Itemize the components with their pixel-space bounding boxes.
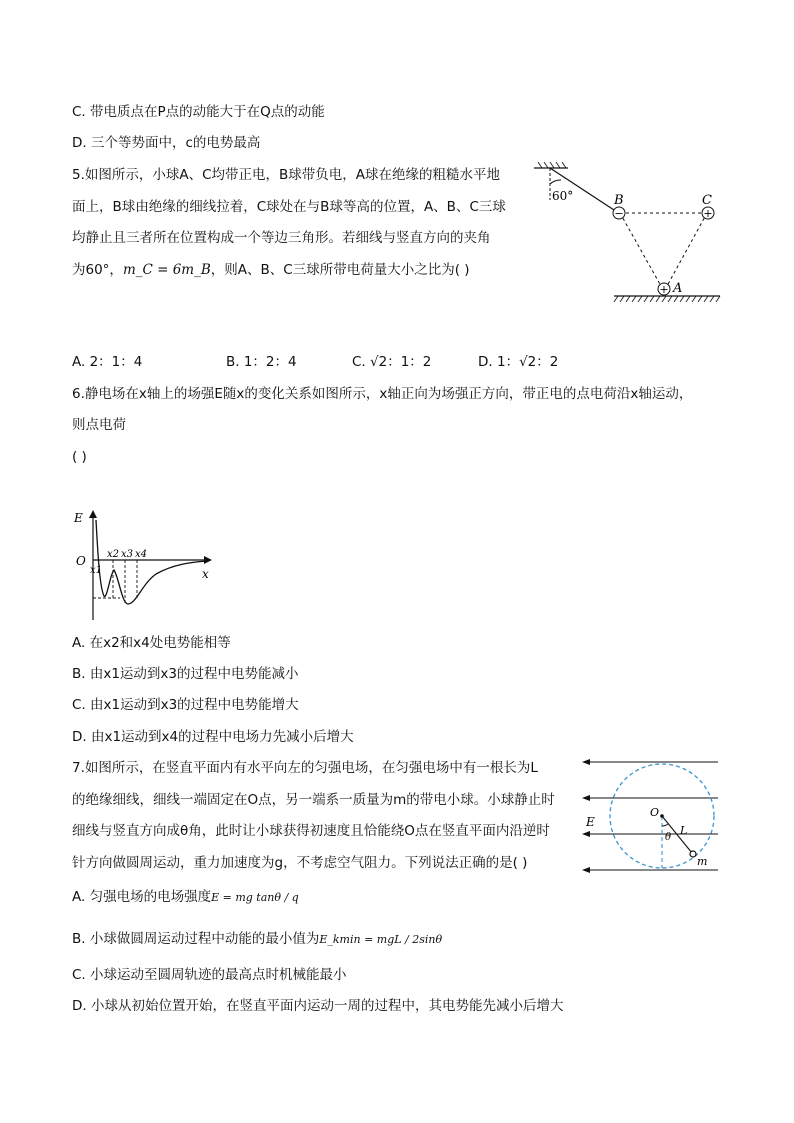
q6-option-a: A. 在x2和x4处电势能相等 <box>72 635 231 651</box>
q6-option-c: C. 由x1运动到x3的过程中电势能增大 <box>72 697 299 713</box>
q7-theta-label: θ <box>665 832 672 843</box>
q5-stem-line2: 面上，B球由绝缘的细线拉着，C球处在与B球等高的位置，A、B、C三球 <box>72 199 506 215</box>
q7-ball <box>690 851 696 857</box>
q7-stem-line2: 的绝缘细线，细线一端固定在O点，另一端系一质量为m的带电小球。小球静止时 <box>72 792 555 808</box>
q6-x1-label: x1 <box>90 565 103 576</box>
q7-mass-label: m <box>697 855 708 868</box>
q5-stem-line4-b: ，则A、B、C三球所带电荷量大小之比为( ) <box>210 262 470 278</box>
q5-label-a: A <box>673 281 683 296</box>
q5-option-a: A. 2：1：4 <box>72 354 143 370</box>
q5-stem-line4-a: 为60°， <box>72 262 123 278</box>
q7-stem-line1: 7.如图所示，在竖直平面内有水平向左的匀强电场，在匀强电场中有一根长为L <box>72 760 538 776</box>
q5-figure-triangle <box>528 160 728 310</box>
q7-option-d: D. 小球从初始位置开始，在竖直平面内运动一周的过程中，其电势能先减小后增大 <box>72 998 564 1014</box>
q7-option-b-text: B. 小球做圆周运动过程中动能的最小值为 <box>72 931 320 947</box>
q5-angle-label: 60° <box>552 189 574 203</box>
q6-x2-label: x2 <box>107 549 120 560</box>
q7-length-label: L <box>680 824 688 837</box>
q6-x3-label: x3 <box>121 549 134 560</box>
q4-option-d: D. 三个等势面中，c的电势最高 <box>72 135 261 151</box>
q4-option-c: C. 带电质点在P点的动能大于在Q点的动能 <box>72 104 325 120</box>
q7-option-b-formula: E_kmin = mgL / 2sinθ <box>319 933 443 946</box>
q5-option-b: B. 1：2：4 <box>226 354 297 370</box>
q6-option-d: D. 由x1运动到x4的过程中电场力先减小后增大 <box>72 729 354 745</box>
q6-axis-x-label: x <box>202 567 209 581</box>
q6-axis-e-label: E <box>74 511 83 525</box>
q7-figure-circle-field <box>580 756 724 878</box>
q5-option-c: C. √2：1：2 <box>352 354 432 370</box>
q5-ball-b-sign: − <box>614 207 624 220</box>
q6-origin-label: O <box>76 554 86 568</box>
q7-stem-line3: 细线与竖直方向成θ角，此时让小球获得初速度且恰能绕O点在竖直平面内沿逆时 <box>72 823 550 839</box>
q7-option-c: C. 小球运动至圆周轨迹的最高点时机械能最小 <box>72 967 347 983</box>
q5-ball-c-sign: + <box>703 207 713 220</box>
q7-option-a-text: A. 匀强电场的电场强度 <box>72 889 212 905</box>
q5-mass-formula: m_C = 6m_B <box>122 262 211 278</box>
q7-option-a-formula: E = mg tanθ / q <box>211 891 299 904</box>
q5-stem-line1: 5.如图所示，小球A、C均带正电，B球带负电，A球在绝缘的粗糙水平地 <box>72 167 501 183</box>
q6-option-b: B. 由x1运动到x3的过程中电势能减小 <box>72 666 299 682</box>
q6-answer-paren: ( ) <box>72 449 87 465</box>
q7-field-label: E <box>586 815 595 829</box>
q5-stem-line4 <box>72 261 470 279</box>
q5-stem-line3: 均静止且三者所在位置构成一个等边三角形。若细线与竖直方向的夹角 <box>72 230 491 246</box>
q7-origin-label: O <box>650 806 660 819</box>
q7-option-b <box>72 930 442 949</box>
q5-option-d: D. 1：√2：2 <box>478 354 559 370</box>
q7-stem-line4: 针方向做圆周运动，重力加速度为g，不考虑空气阻力。下列说法正确的是( ) <box>72 855 528 871</box>
q7-option-a <box>72 888 299 907</box>
q5-label-c: C <box>702 193 712 208</box>
q6-stem-line2: 则点电荷 <box>72 417 126 433</box>
q6-x4-label: x4 <box>135 549 148 560</box>
q6-stem-line1: 6.静电场在x轴上的场强E随x的变化关系如图所示，x轴正向为场强正方向，带正电的点电荷沿x轴运动， <box>72 386 693 402</box>
q5-ball-a-sign: + <box>659 283 669 296</box>
q6-figure-e-x-graph <box>70 508 220 620</box>
q5-label-b: B <box>614 193 624 208</box>
